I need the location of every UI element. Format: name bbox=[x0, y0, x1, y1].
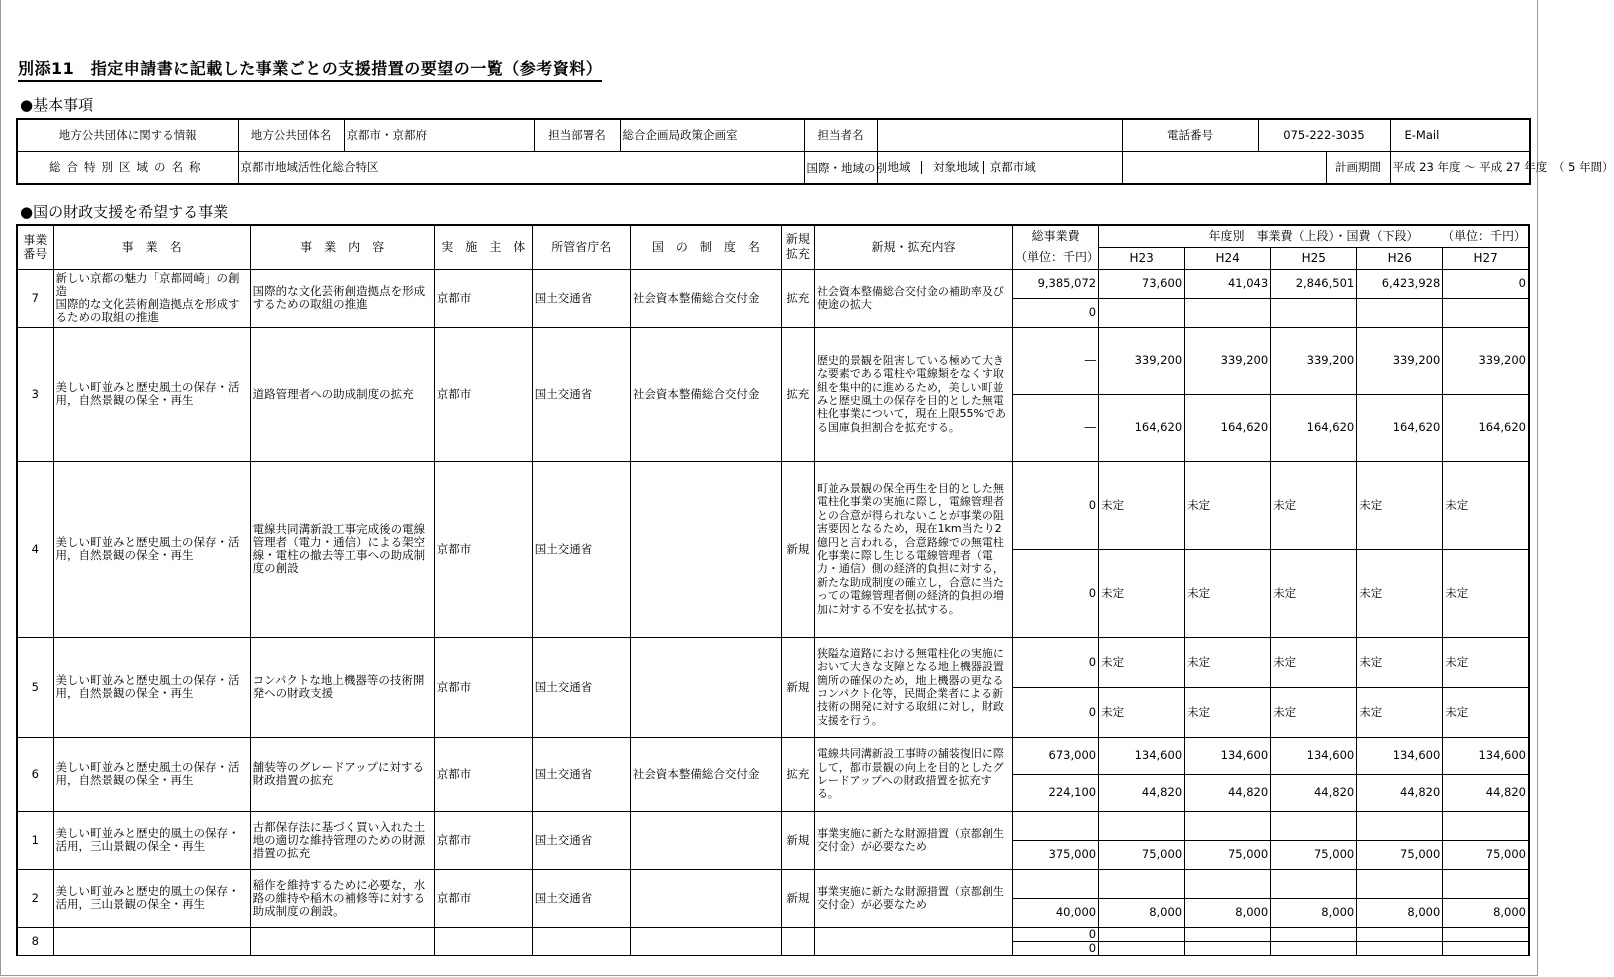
year-cost-upper: 134,600 bbox=[1271, 737, 1357, 774]
year-cost-lower: 44,820 bbox=[1185, 774, 1271, 811]
new-expand: 拡充 bbox=[781, 737, 814, 811]
project-name: 美しい町並みと歴史風土の保存・活用，自然景観の保全・再生 bbox=[53, 737, 250, 811]
lg-info-label: 地方公共団体に関する情報 bbox=[17, 119, 238, 152]
year-cost-lower: 未定 bbox=[1099, 687, 1185, 737]
year-cost-lower: 75,000 bbox=[1099, 840, 1185, 869]
year-cost-upper: 未定 bbox=[1271, 461, 1357, 549]
year-cost-upper: 134,600 bbox=[1099, 737, 1185, 774]
type-value: 地域 bbox=[880, 161, 922, 174]
year-cost-lower: 75,000 bbox=[1443, 840, 1529, 869]
project-row bbox=[17, 637, 1529, 687]
year-cost-upper bbox=[1185, 927, 1271, 941]
ministry: 国土交通省 bbox=[532, 269, 630, 327]
implementing-entity: 京都市 bbox=[434, 869, 532, 927]
year-cost-lower: 44,820 bbox=[1271, 774, 1357, 811]
project-content: コンパクトな地上機器等の技術開発への財政支援 bbox=[250, 637, 434, 737]
year-cost-lower: 8,000 bbox=[1443, 898, 1529, 927]
basic-section-heading: ●基本事項 bbox=[20, 96, 94, 114]
basic-info-table bbox=[16, 118, 1614, 185]
year-cost-lower bbox=[1185, 941, 1271, 955]
system-name: 社会資本整備総合交付金 bbox=[630, 269, 781, 327]
project-content: 古都保存法に基づく買い入れた土地の適切な維持管理のための財源措置の拡充 bbox=[250, 811, 434, 869]
year-cost-lower: 未定 bbox=[1357, 549, 1443, 637]
year-cost-upper: 未定 bbox=[1271, 637, 1357, 687]
new-expand: 新規 bbox=[781, 461, 814, 637]
system-name bbox=[630, 637, 781, 737]
type-label: 国際・地域の別 bbox=[804, 152, 877, 185]
year-cost-lower: 164,620 bbox=[1099, 394, 1185, 461]
year-cost-lower bbox=[1357, 941, 1443, 955]
year-cost-upper: 134,600 bbox=[1357, 737, 1443, 774]
year-cost-lower bbox=[1099, 298, 1185, 327]
header-year-h24: H24 bbox=[1185, 247, 1271, 269]
project-content: 電線共同溝新設工事完成後の電線管理者（電力・通信）による架空線・電柱の撤去等工事への助成制度の創設 bbox=[250, 461, 434, 637]
new-expand: 拡充 bbox=[781, 327, 814, 461]
total-cost-upper: 0 bbox=[1013, 637, 1099, 687]
year-cost-lower: 未定 bbox=[1271, 549, 1357, 637]
header-year-h23: H23 bbox=[1099, 247, 1185, 269]
project-content: 国際的な文化芸術創造拠点を形成するための取組の推進 bbox=[250, 269, 434, 327]
year-cost-lower: 164,620 bbox=[1443, 394, 1529, 461]
project-no: 8 bbox=[17, 927, 53, 955]
year-cost-upper: 134,600 bbox=[1185, 737, 1271, 774]
year-cost-lower: 未定 bbox=[1099, 549, 1185, 637]
total-cost-upper: 673,000 bbox=[1013, 737, 1099, 774]
year-cost-upper: 0 bbox=[1443, 269, 1529, 298]
implementing-entity: 京都市 bbox=[434, 461, 532, 637]
year-cost-upper: 339,200 bbox=[1099, 327, 1185, 394]
year-cost-upper bbox=[1443, 811, 1529, 840]
new-expand bbox=[781, 927, 814, 955]
year-cost-upper: 未定 bbox=[1185, 637, 1271, 687]
year-cost-lower: 未定 bbox=[1185, 687, 1271, 737]
email-label: E-Mail bbox=[1404, 128, 1440, 142]
year-cost-upper: 未定 bbox=[1357, 637, 1443, 687]
area-value: 京都市域 bbox=[989, 160, 1036, 174]
header-project-content: 事 業 内 容 bbox=[250, 225, 434, 269]
total-cost-upper: 0 bbox=[1013, 461, 1099, 549]
project-no: 6 bbox=[17, 737, 53, 811]
detail: 町並み景観の保全再生を目的とした無電柱化事業の実施に際し，電線管理者との合意が得られないことが事業の阻害要因となるため，現在1km当たり2億円と言われる，合意路線での無電柱化事業に際し生じる電線管理者（電力・通信）側の経済的負担に対する，新たな助成制度の確立し，合意に当たっての電線管理者側の経済的負担の増加に対する不安を払拭する。 bbox=[814, 461, 1012, 637]
project-name: 新しい京都の魅力「京都岡崎」の創造 国際的な文化芸術創造拠点を形成するための取組の推進 bbox=[53, 269, 250, 327]
project-name: 美しい町並みと歴史的風土の保存・活用，三山景観の保全・再生 bbox=[53, 811, 250, 869]
year-cost-lower: 75,000 bbox=[1271, 840, 1357, 869]
year-cost-upper: 339,200 bbox=[1357, 327, 1443, 394]
year-cost-upper: 未定 bbox=[1357, 461, 1443, 549]
year-cost-lower: 8,000 bbox=[1271, 898, 1357, 927]
total-cost-upper bbox=[1013, 811, 1099, 840]
total-cost-lower: 224,100 bbox=[1013, 774, 1099, 811]
implementing-entity bbox=[434, 927, 532, 955]
total-cost-upper: 9,385,072 bbox=[1013, 269, 1099, 298]
header-year-h25: H25 bbox=[1271, 247, 1357, 269]
detail: 事業実施に新たな財源措置（京都創生交付金）が必要なため bbox=[814, 811, 1012, 869]
project-name: 美しい町並みと歴史的風土の保存・活用，三山景観の保全・再生 bbox=[53, 869, 250, 927]
year-cost-lower: 164,620 bbox=[1185, 394, 1271, 461]
person-label: 担当者名 bbox=[804, 119, 877, 152]
year-cost-upper: 73,600 bbox=[1099, 269, 1185, 298]
year-cost-lower bbox=[1185, 298, 1271, 327]
header-total-unit: （単位：千円） bbox=[1013, 247, 1099, 269]
header-project-no: 事業番号 bbox=[17, 225, 53, 269]
implementing-entity: 京都市 bbox=[434, 737, 532, 811]
year-cost-lower: 164,620 bbox=[1357, 394, 1443, 461]
ministry: 国土交通省 bbox=[532, 811, 630, 869]
empty-cell bbox=[1122, 152, 1326, 185]
implementing-entity: 京都市 bbox=[434, 811, 532, 869]
total-cost-lower: 0 bbox=[1013, 941, 1099, 955]
header-yearly-wrap bbox=[1099, 225, 1529, 247]
header-project-name: 事 業 名 bbox=[53, 225, 250, 269]
project-row bbox=[17, 269, 1529, 298]
year-cost-upper bbox=[1271, 811, 1357, 840]
year-cost-upper bbox=[1099, 927, 1185, 941]
year-cost-upper: 未定 bbox=[1099, 461, 1185, 549]
projects-section-heading: ●国の財政支援を希望する事業 bbox=[20, 203, 229, 221]
area-cell bbox=[877, 152, 1122, 185]
year-cost-upper bbox=[1357, 927, 1443, 941]
year-cost-lower: 未定 bbox=[1271, 687, 1357, 737]
new-expand: 新規 bbox=[781, 811, 814, 869]
year-cost-upper: 41,043 bbox=[1185, 269, 1271, 298]
project-row bbox=[17, 869, 1529, 898]
year-cost-upper bbox=[1443, 927, 1529, 941]
year-cost-upper: 未定 bbox=[1185, 461, 1271, 549]
year-cost-upper bbox=[1443, 869, 1529, 898]
year-cost-lower bbox=[1099, 941, 1185, 955]
project-content: 道路管理者への助成制度の拡充 bbox=[250, 327, 434, 461]
year-cost-lower bbox=[1271, 298, 1357, 327]
new-expand: 新規 bbox=[781, 869, 814, 927]
project-no: 5 bbox=[17, 637, 53, 737]
total-cost-lower: 0 bbox=[1013, 298, 1099, 327]
ministry: 国土交通省 bbox=[532, 869, 630, 927]
project-name: 美しい町並みと歴史風土の保存・活用，自然景観の保全・再生 bbox=[53, 461, 250, 637]
year-cost-upper bbox=[1099, 869, 1185, 898]
year-cost-lower: 75,000 bbox=[1357, 840, 1443, 869]
year-cost-upper: 134,600 bbox=[1443, 737, 1529, 774]
project-no: 7 bbox=[17, 269, 53, 327]
year-cost-upper: 339,200 bbox=[1185, 327, 1271, 394]
phone-value: 075-222-3035 bbox=[1258, 119, 1390, 152]
total-cost-lower: 375,000 bbox=[1013, 840, 1099, 869]
implementing-entity: 京都市 bbox=[434, 327, 532, 461]
new-expand: 新規 bbox=[781, 637, 814, 737]
year-cost-lower: 164,620 bbox=[1271, 394, 1357, 461]
phone-label: 電話番号 bbox=[1122, 119, 1258, 152]
system-name: 社会資本整備総合交付金 bbox=[630, 737, 781, 811]
total-cost-lower: ― bbox=[1013, 394, 1099, 461]
email-cell bbox=[1390, 119, 1530, 152]
detail bbox=[814, 927, 1012, 955]
header-ministry: 所管省庁名 bbox=[532, 225, 630, 269]
detail: 電線共同溝新設工事時の舗装復旧に際して，都市景観の向上を目的としたグレードアップへの財政措置を拡充する。 bbox=[814, 737, 1012, 811]
implementing-entity: 京都市 bbox=[434, 269, 532, 327]
year-cost-upper bbox=[1185, 811, 1271, 840]
total-cost-upper: ― bbox=[1013, 327, 1099, 394]
project-row bbox=[17, 927, 1529, 941]
year-cost-upper bbox=[1357, 869, 1443, 898]
project-name: 美しい町並みと歴史風土の保存・活用，自然景観の保全・再生 bbox=[53, 637, 250, 737]
year-cost-upper bbox=[1271, 869, 1357, 898]
year-cost-upper: 6,423,928 bbox=[1357, 269, 1443, 298]
header-year-h26: H26 bbox=[1357, 247, 1443, 269]
implementing-entity: 京都市 bbox=[434, 637, 532, 737]
year-cost-upper: 2,846,501 bbox=[1271, 269, 1357, 298]
total-cost-upper bbox=[1013, 869, 1099, 898]
ministry: 国土交通省 bbox=[532, 327, 630, 461]
document-title: 別添11 指定申請書に記載した事業ごとの支援措置の要望の一覧（参考資料） bbox=[18, 56, 602, 82]
header-new-expand: 新規拡充 bbox=[781, 225, 814, 269]
system-name bbox=[630, 811, 781, 869]
total-cost-lower: 40,000 bbox=[1013, 898, 1099, 927]
project-content: 稲作を維持するために必要な，水路の維持や稲木の補修等に対する助成制度の創設。 bbox=[250, 869, 434, 927]
year-cost-lower: 44,820 bbox=[1099, 774, 1185, 811]
project-content: 舗装等のグレードアップに対する財政措置の拡充 bbox=[250, 737, 434, 811]
year-cost-lower bbox=[1443, 941, 1529, 955]
year-cost-lower: 44,820 bbox=[1443, 774, 1529, 811]
zone-label: 総合特別区域の名称 bbox=[17, 152, 238, 185]
project-row bbox=[17, 461, 1529, 549]
year-cost-lower: 未定 bbox=[1443, 687, 1529, 737]
year-cost-lower bbox=[1443, 298, 1529, 327]
project-no: 3 bbox=[17, 327, 53, 461]
project-no: 1 bbox=[17, 811, 53, 869]
year-cost-upper: 未定 bbox=[1443, 637, 1529, 687]
detail: 歴史的景観を阻害している極めて大きな要素である電柱や電線類をなくす取組を集中的に進めるため，美しい町並みと歴史風土の保存を目的とした無電柱化事業について，現在上限55%である国庫負担割合を拡充する。 bbox=[814, 327, 1012, 461]
year-cost-upper bbox=[1271, 927, 1357, 941]
detail: 事業実施に新たな財源措置（京都創生交付金）が必要なため bbox=[814, 869, 1012, 927]
year-cost-lower: 8,000 bbox=[1357, 898, 1443, 927]
person-value bbox=[877, 119, 1122, 152]
year-cost-upper bbox=[1357, 811, 1443, 840]
year-cost-lower: 8,000 bbox=[1099, 898, 1185, 927]
system-name bbox=[630, 869, 781, 927]
year-cost-lower: 75,000 bbox=[1185, 840, 1271, 869]
header-year-h27: H27 bbox=[1443, 247, 1529, 269]
lg-name-label: 地方公共団体名 bbox=[238, 119, 344, 152]
project-no: 2 bbox=[17, 869, 53, 927]
project-no: 4 bbox=[17, 461, 53, 637]
total-cost-lower: 0 bbox=[1013, 549, 1099, 637]
year-cost-upper: 未定 bbox=[1099, 637, 1185, 687]
total-cost-upper: 0 bbox=[1013, 927, 1099, 941]
header-yearly: 年度別 事業費（上段）・国費（下段） bbox=[1208, 228, 1419, 243]
period-value: 平成 23 年度 ～ 平成 27 年度 （ 5 年間） bbox=[1390, 152, 1530, 185]
projects-table bbox=[16, 224, 1530, 956]
detail: 社会資本整備総合交付金の補助率及び使途の拡大 bbox=[814, 269, 1012, 327]
ministry bbox=[532, 927, 630, 955]
header-total: 総事業費 bbox=[1013, 225, 1099, 247]
system-name bbox=[630, 461, 781, 637]
year-cost-upper: 339,200 bbox=[1443, 327, 1529, 394]
year-cost-lower: 8,000 bbox=[1185, 898, 1271, 927]
year-cost-upper bbox=[1185, 869, 1271, 898]
year-cost-upper: 未定 bbox=[1443, 461, 1529, 549]
zone-value: 京都市地域活性化総合特区 bbox=[238, 152, 804, 185]
year-cost-lower bbox=[1357, 298, 1443, 327]
header-detail: 新規・拡充内容 bbox=[814, 225, 1012, 269]
dept-value: 総合企画局政策企画室 bbox=[620, 119, 804, 152]
period-label: 計画期間 bbox=[1326, 152, 1390, 185]
year-cost-lower bbox=[1271, 941, 1357, 955]
header-system: 国 の 制 度 名 bbox=[630, 225, 781, 269]
ministry: 国土交通省 bbox=[532, 637, 630, 737]
year-cost-upper bbox=[1099, 811, 1185, 840]
year-cost-lower: 未定 bbox=[1443, 549, 1529, 637]
system-name: 社会資本整備総合交付金 bbox=[630, 327, 781, 461]
dept-label: 担当部署名 bbox=[534, 119, 620, 152]
area-label: 対象地域 bbox=[925, 161, 984, 174]
year-cost-lower: 未定 bbox=[1357, 687, 1443, 737]
project-row bbox=[17, 327, 1529, 394]
project-row bbox=[17, 811, 1529, 840]
year-cost-upper: 339,200 bbox=[1271, 327, 1357, 394]
total-cost-lower: 0 bbox=[1013, 687, 1099, 737]
project-content bbox=[250, 927, 434, 955]
project-name bbox=[53, 927, 250, 955]
project-name: 美しい町並みと歴史風土の保存・活用，自然景観の保全・再生 bbox=[53, 327, 250, 461]
ministry: 国土交通省 bbox=[532, 737, 630, 811]
system-name bbox=[630, 927, 781, 955]
new-expand: 拡充 bbox=[781, 269, 814, 327]
year-cost-lower: 未定 bbox=[1185, 549, 1271, 637]
lg-name-value: 京都市・京都府 bbox=[344, 119, 534, 152]
header-entity: 実 施 主 体 bbox=[434, 225, 532, 269]
project-row bbox=[17, 737, 1529, 774]
detail: 狭隘な道路における無電柱化の実施において大きな支障となる地上機器設置箇所の確保のため，地上機器の更なるコンパクト化等，民間企業者による新技術の開発に対する取組に対し，財政支援を行う。 bbox=[814, 637, 1012, 737]
header-unit: （単位：千円） bbox=[1441, 229, 1526, 243]
year-cost-lower: 44,820 bbox=[1357, 774, 1443, 811]
ministry: 国土交通省 bbox=[532, 461, 630, 637]
